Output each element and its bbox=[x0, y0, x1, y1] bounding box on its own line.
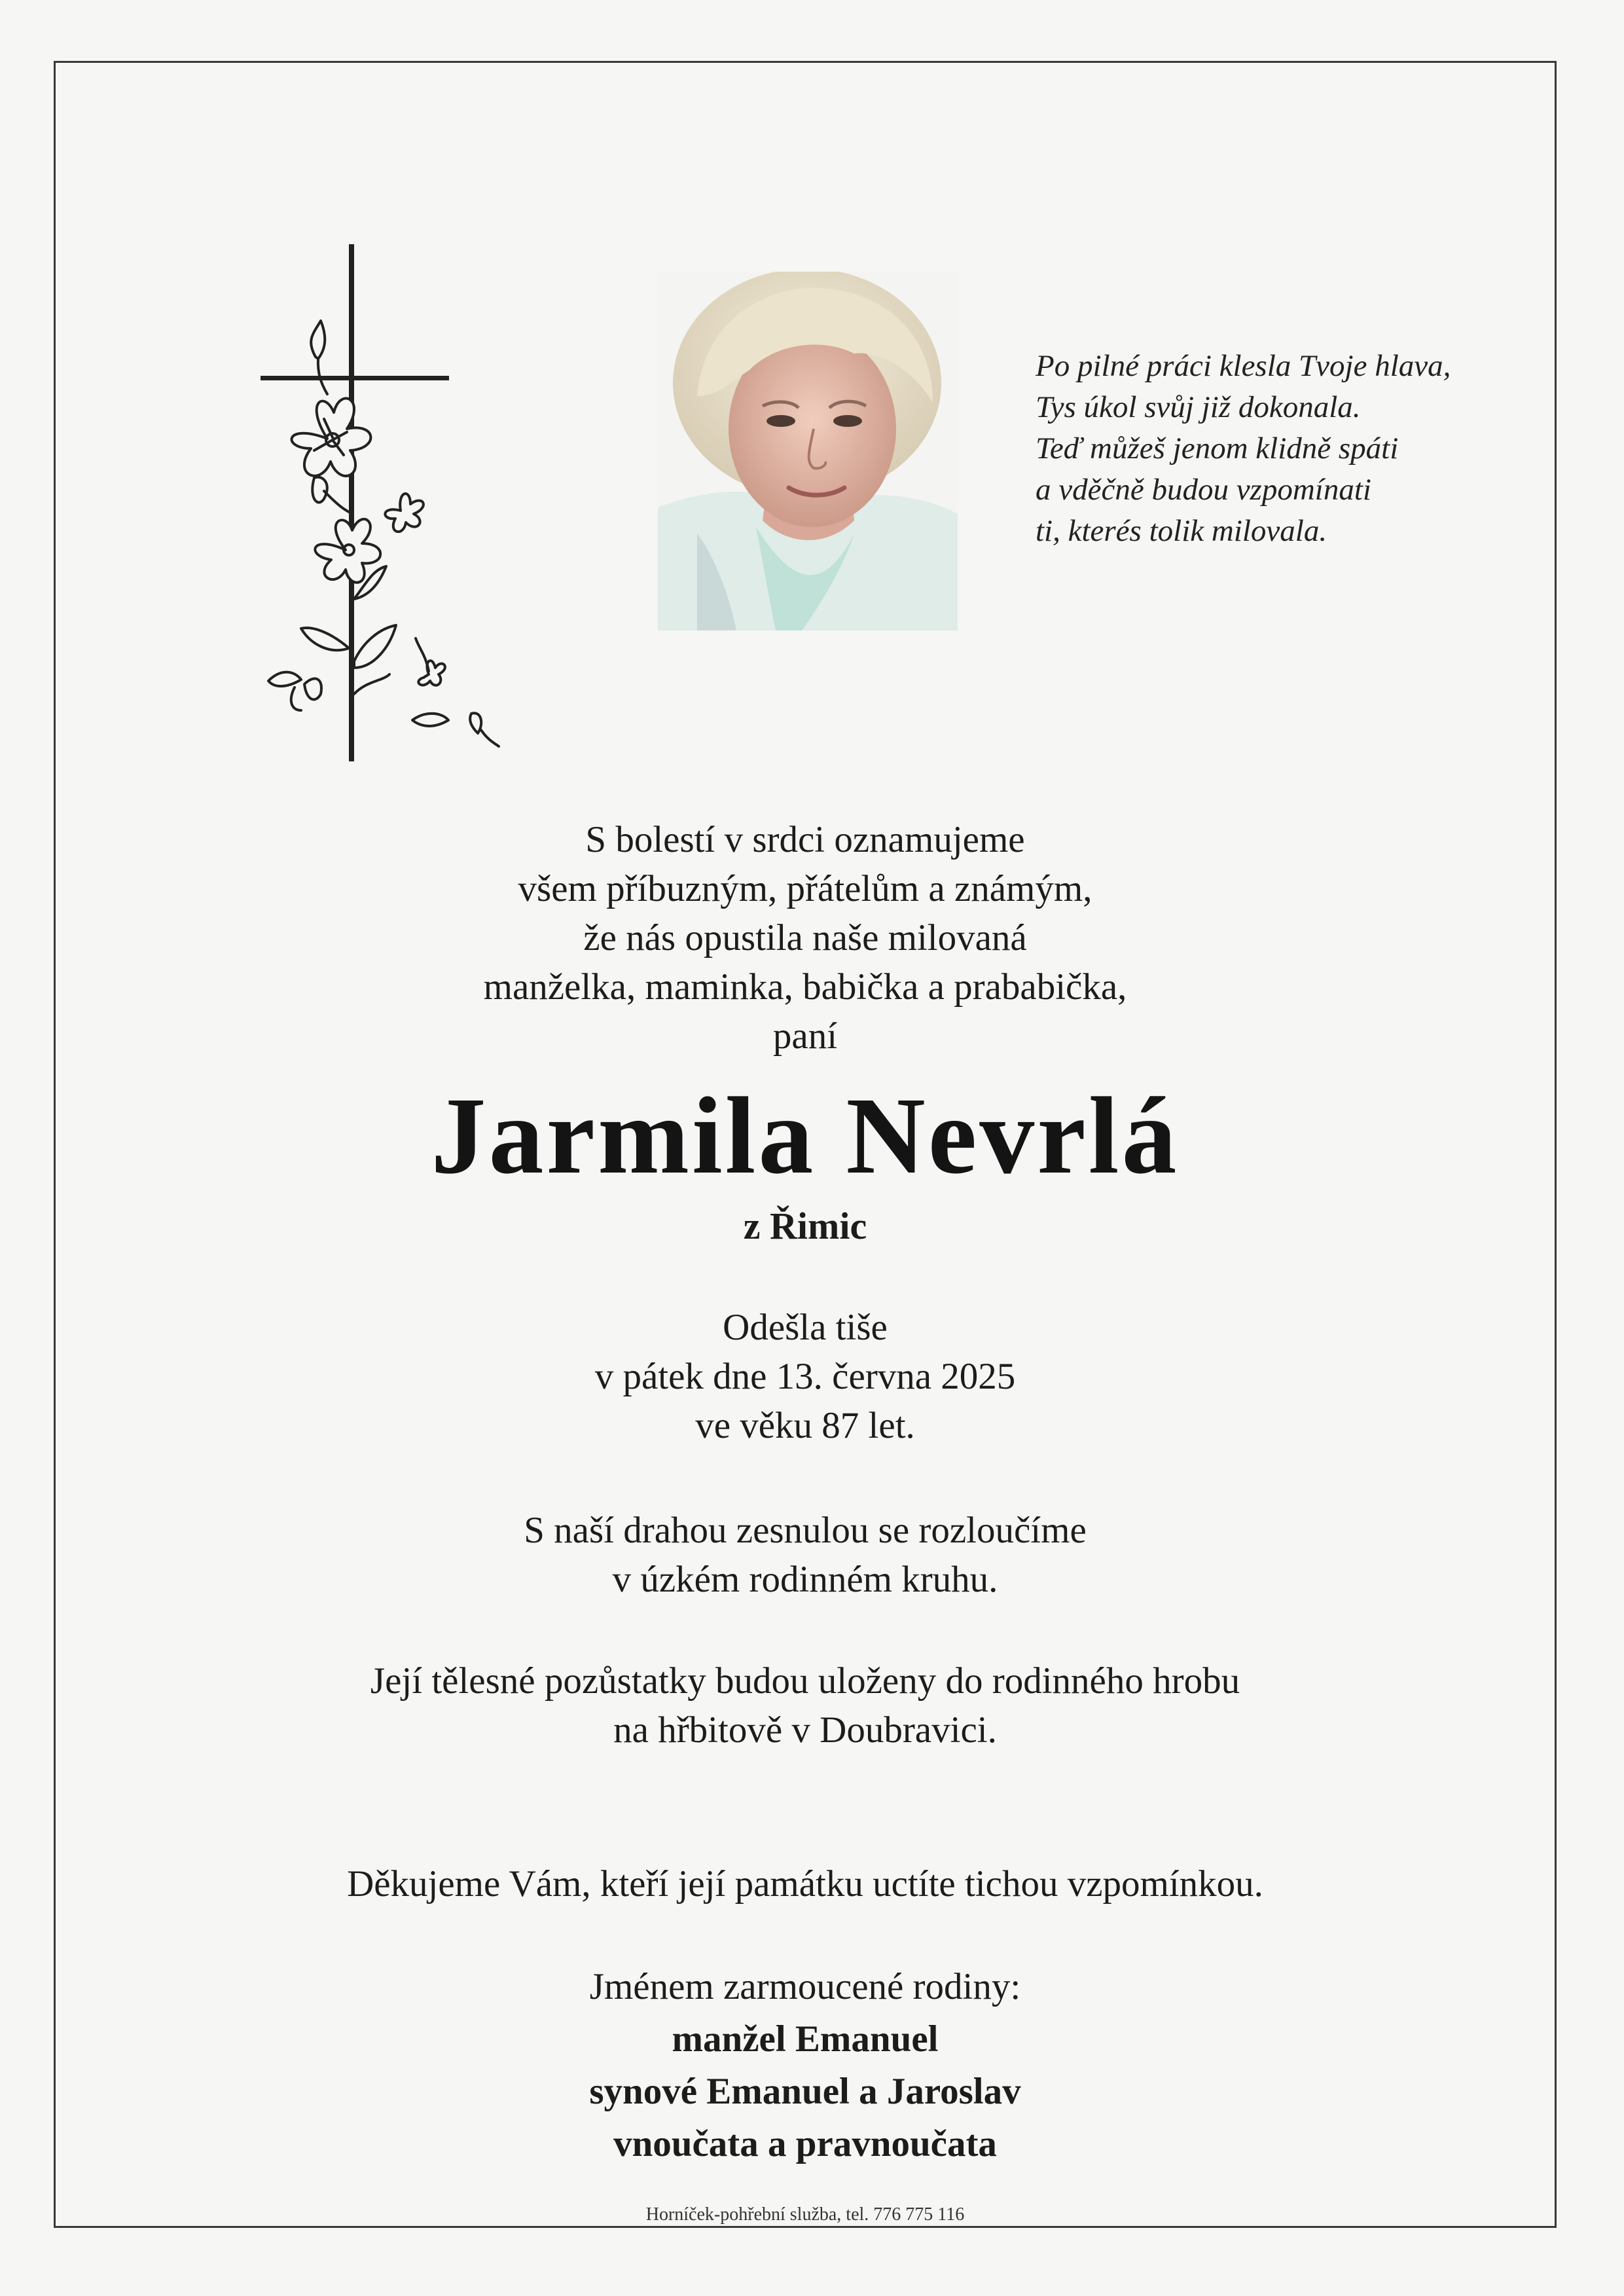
death-details bbox=[54, 1303, 1557, 1450]
death-line: v pátek dne 13. června 2025 bbox=[594, 1356, 1016, 1397]
poem-line: ti, kterés tolik milovala. bbox=[1036, 514, 1327, 548]
family-signature bbox=[54, 1961, 1557, 2170]
family-member: synové Emanuel a Jaroslav bbox=[589, 2071, 1021, 2112]
farewell-info bbox=[54, 1506, 1557, 1604]
family-member: vnoučata a pravnoučata bbox=[613, 2123, 997, 2164]
farewell-line: v úzkém rodinném kruhu. bbox=[612, 1559, 998, 1600]
deceased-origin: z Řimic bbox=[743, 1205, 867, 1247]
cross-with-flowers-icon bbox=[255, 242, 511, 766]
burial-line: na hřbitově v Doubravici. bbox=[613, 1709, 997, 1751]
farewell-line: S naší drahou zesnulou se rozloučíme bbox=[524, 1510, 1087, 1551]
deceased-name: Jarmila Nevrlá bbox=[431, 1075, 1180, 1197]
funeral-service-footer: Horníček-pohřební služba, tel. 776 775 116 bbox=[645, 2204, 965, 2225]
announcement-intro bbox=[54, 815, 1557, 1061]
poem-line: Po pilné práci klesla Tvoje hlava, bbox=[1036, 349, 1451, 383]
poem-line: Teď můžeš jenom klidně spáti bbox=[1036, 431, 1399, 465]
family-heading: Jménem zarmoucené rodiny: bbox=[589, 1966, 1021, 2007]
death-line: ve věku 87 let. bbox=[695, 1405, 915, 1446]
intro-line: S bolestí v srdci oznamujeme bbox=[585, 819, 1025, 860]
poem-line: a vděčně budou vzpomínati bbox=[1036, 473, 1371, 507]
death-line: Odešla tiše bbox=[723, 1307, 888, 1348]
intro-line: paní bbox=[772, 1015, 838, 1057]
thanks-text: Děkujeme Vám, kteří její památku uctíte tichou vzpomínkou. bbox=[347, 1863, 1263, 1904]
family-member: manžel Emanuel bbox=[672, 2018, 939, 2060]
intro-line: manželka, maminka, babička a prababička, bbox=[483, 966, 1127, 1008]
burial-line: Její tělesné pozůstatky budou uloženy do rodinného hrobu bbox=[370, 1660, 1240, 1702]
intro-line: všem příbuzným, přátelům a známým, bbox=[518, 868, 1092, 909]
poem-line: Tys úkol svůj již dokonala. bbox=[1036, 390, 1361, 424]
portrait-photo bbox=[658, 272, 958, 630]
memorial-poem bbox=[1036, 346, 1533, 552]
burial-info bbox=[54, 1656, 1557, 1755]
intro-line: že nás opustila naše milovaná bbox=[583, 917, 1027, 958]
